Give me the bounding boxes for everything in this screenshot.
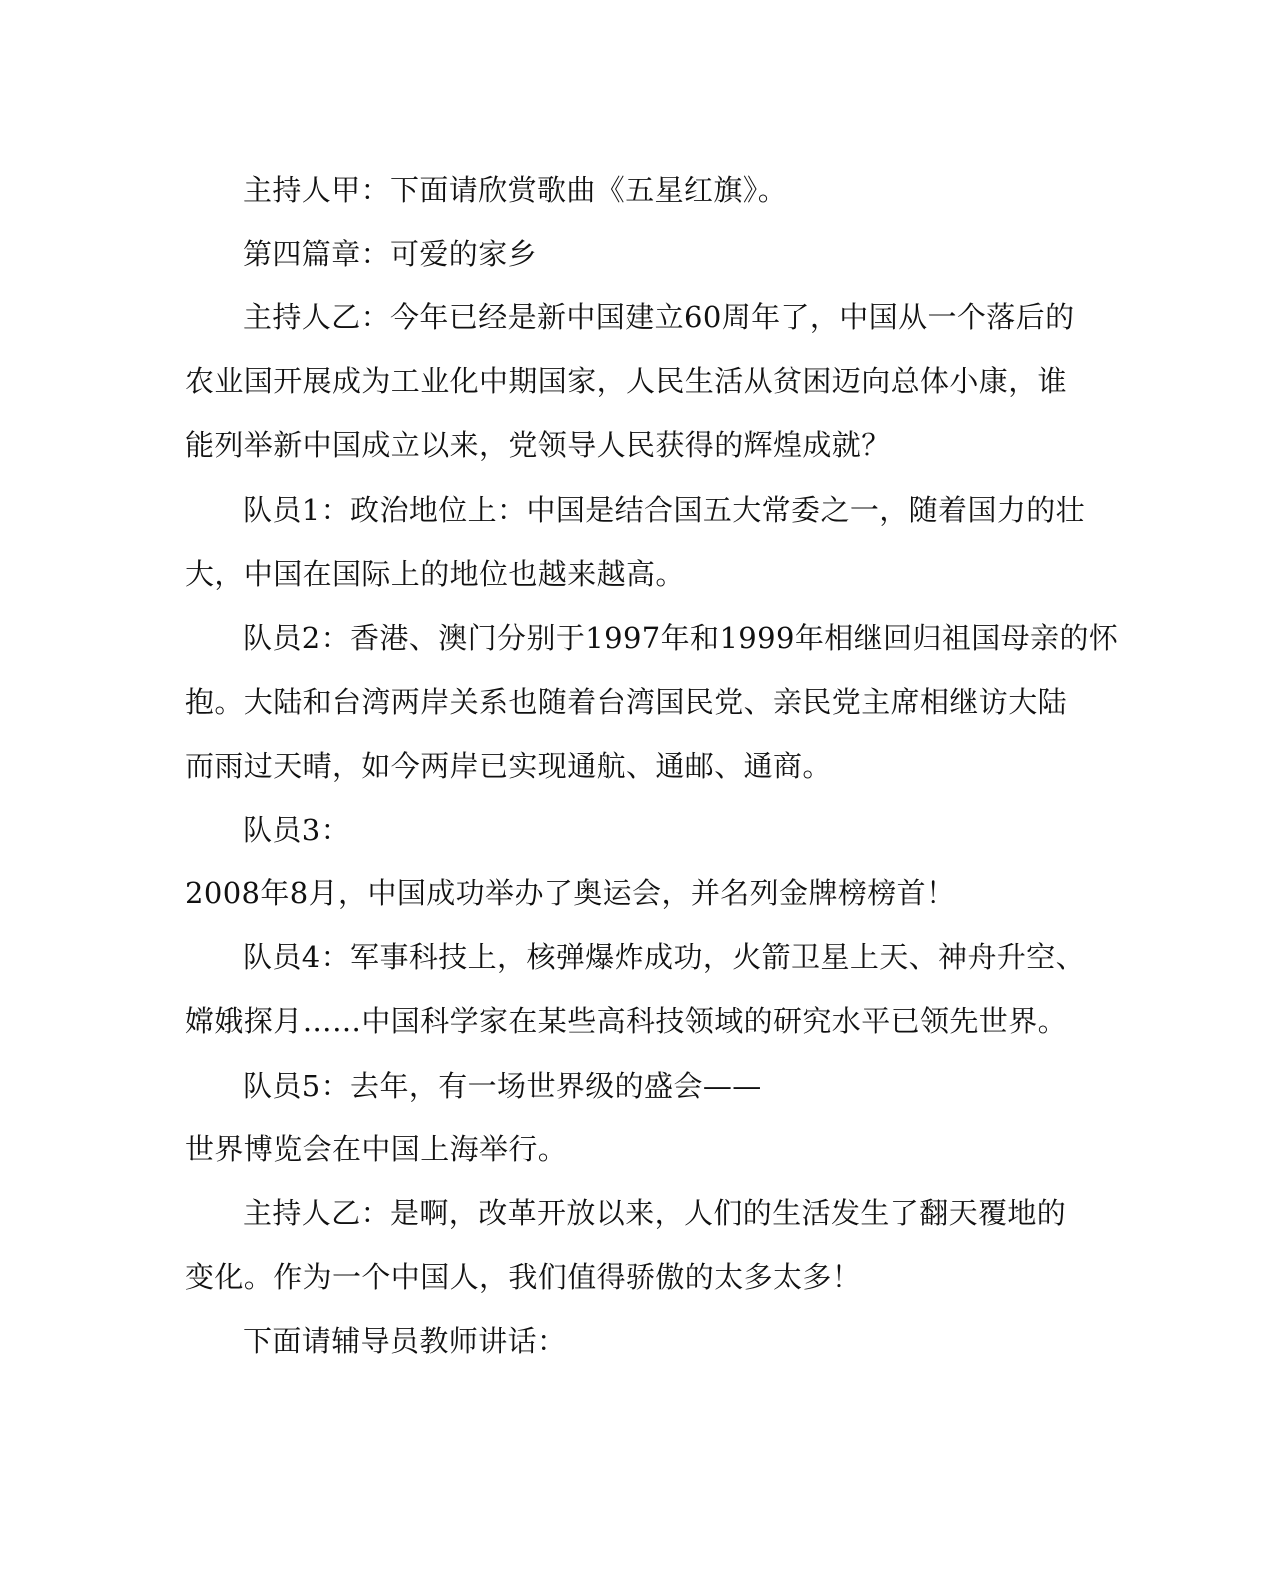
line-counselor-speech: 下面请辅导员教师讲话： xyxy=(243,1324,567,1358)
line-member-1-part-1: 队员1：政治地位上：中国是结合国五大常委之一，随着国力的壮 xyxy=(243,493,1086,527)
line-member-5-part-2: 世界博览会在中国上海举行。 xyxy=(185,1132,568,1166)
line-member-4-part-2: 嫦娥探月……中国科学家在某些高科技领域的研究水平已领先世界。 xyxy=(185,1004,1068,1038)
line-host-b-intro-2: 农业国开展成为工业化中期国家，人民生活从贫困迈向总体小康，谁 xyxy=(185,364,1068,398)
line-member-5-part-1: 队员5：去年，有一场世界级的盛会—— xyxy=(243,1069,762,1103)
line-member-2-part-3: 而雨过天晴，如今两岸已实现通航、通邮、通商。 xyxy=(185,749,832,783)
line-host-b-closing-1: 主持人乙：是啊，改革开放以来，人们的生活发生了翻天覆地的 xyxy=(243,1196,1067,1230)
line-host-b-intro-1: 主持人乙：今年已经是新中国建立60周年了，中国从一个落后的 xyxy=(243,300,1075,334)
line-host-a-song: 主持人甲：下面请欣赏歌曲《五星红旗》。 xyxy=(243,173,788,207)
line-host-b-closing-2: 变化。作为一个中国人，我们值得骄傲的太多太多！ xyxy=(185,1260,862,1294)
line-member-3-text: 2008年8月，中国成功举办了奥运会，并名列金牌榜榜首！ xyxy=(185,876,956,910)
line-member-1-part-2: 大，中国在国际上的地位也越来越高。 xyxy=(185,557,685,591)
line-chapter-four-heading: 第四篇章：可爱的家乡 xyxy=(243,237,538,271)
line-member-3-label: 队员3： xyxy=(243,813,351,847)
line-member-2-part-2: 抱。大陆和台湾两岸关系也随着台湾国民党、亲民党主席相继访大陆 xyxy=(185,685,1068,719)
line-member-4-part-1: 队员4：军事科技上，核弹爆炸成功，火箭卫星上天、神舟升空、 xyxy=(243,940,1086,974)
line-host-b-intro-3: 能列举新中国成立以来，党领导人民获得的辉煌成就？ xyxy=(185,428,891,462)
line-member-2-part-1: 队员2：香港、澳门分别于1997年和1999年相继回归祖国母亲的怀 xyxy=(243,621,1119,655)
